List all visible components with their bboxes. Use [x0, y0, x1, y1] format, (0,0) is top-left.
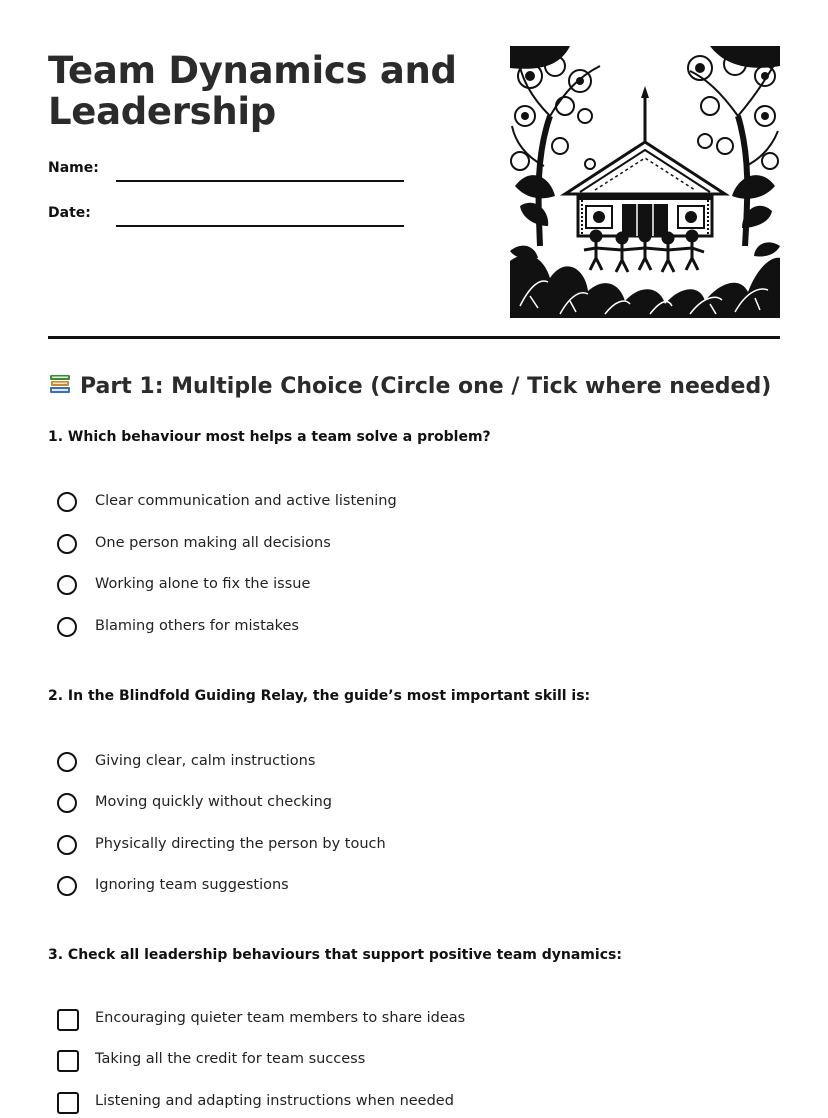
section-divider	[48, 336, 780, 339]
radio-circle[interactable]	[57, 876, 77, 896]
option-label: Working alone to fix the issue	[95, 576, 311, 592]
question-2: 2. In the Blindfold Guiding Relay, the guide’s most important skill is:	[48, 688, 591, 704]
radio-circle[interactable]	[57, 617, 77, 637]
title-line-1: Team Dynamics and	[48, 49, 457, 92]
option-label: One person making all decisions	[95, 535, 331, 551]
date-field[interactable]	[48, 205, 408, 235]
option-label: Physically directing the person by touch	[95, 836, 386, 852]
checkbox[interactable]	[57, 1009, 79, 1031]
radio-circle[interactable]	[57, 752, 77, 772]
question-1: 1. Which behaviour most helps a team solve a problem?	[48, 429, 491, 445]
option-label: Moving quickly without checking	[95, 794, 332, 810]
part1-heading	[48, 372, 771, 399]
radio-circle[interactable]	[57, 492, 77, 512]
date-write-line[interactable]	[116, 225, 404, 227]
option-label: Giving clear, calm instructions	[95, 753, 316, 769]
question-3: 3. Check all leadership behaviours that support positive team dynamics:	[48, 947, 622, 963]
part1-heading-text: Part 1: Multiple Choice (Circle one / Tick where needed)	[80, 374, 772, 399]
radio-circle[interactable]	[57, 534, 77, 554]
option-label: Taking all the credit for team success	[95, 1051, 366, 1067]
radio-circle[interactable]	[57, 793, 77, 813]
date-label: Date:	[48, 205, 91, 221]
meeting-house-illustration	[510, 46, 780, 318]
option-label: Encouraging quieter team members to share ideas	[95, 1010, 466, 1026]
option-label: Clear communication and active listening	[95, 493, 397, 509]
checkbox[interactable]	[57, 1050, 79, 1072]
name-write-line[interactable]	[116, 180, 404, 182]
radio-circle[interactable]	[57, 575, 77, 595]
title-line-2: Leadership	[48, 90, 276, 133]
option-label: Blaming others for mistakes	[95, 618, 299, 634]
option-label: Ignoring team suggestions	[95, 877, 289, 893]
radio-circle[interactable]	[57, 835, 77, 855]
page-title	[48, 50, 457, 132]
checkbox[interactable]	[57, 1092, 79, 1114]
name-label: Name:	[48, 160, 99, 176]
option-label: Listening and adapting instructions when needed	[95, 1093, 454, 1109]
books-icon	[48, 372, 72, 396]
name-field[interactable]	[48, 160, 408, 190]
